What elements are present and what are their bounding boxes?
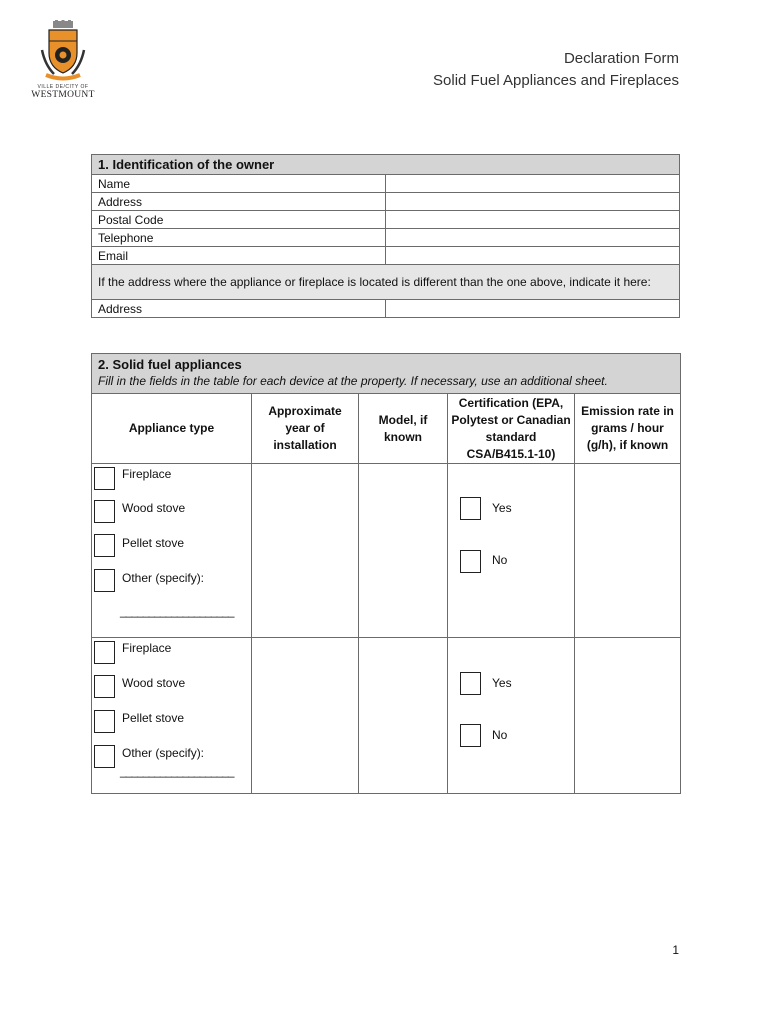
alt-address-label: Address (92, 300, 386, 318)
fireplace-label: Fireplace (122, 641, 172, 655)
fireplace-label: Fireplace (122, 467, 172, 481)
fireplace-checkbox[interactable] (94, 467, 115, 490)
solid-fuel-appliances-table (91, 353, 681, 794)
model-field[interactable] (359, 464, 448, 638)
section2-header (92, 354, 681, 394)
wood-stove-label: Wood stove (122, 501, 186, 515)
col-year-installation: Approximate year of installation (252, 394, 359, 464)
appliance-type-cell (92, 638, 252, 794)
other-checkbox[interactable] (94, 569, 115, 592)
email-label: Email (92, 247, 386, 265)
document-subtitle: Solid Fuel Appliances and Fireplaces (433, 72, 679, 89)
certification-yes-checkbox[interactable] (460, 497, 481, 520)
certification-no-label: No (492, 553, 508, 567)
section2-instruction: Fill in the fields in the table for each device at the property. If necessary, use an additional sheet. (98, 374, 608, 388)
certification-no-checkbox[interactable] (460, 724, 481, 747)
address-label: Address (92, 193, 386, 211)
col-appliance-type: Appliance type (92, 394, 252, 464)
name-label: Name (92, 175, 386, 193)
alternate-address-note: If the address where the appliance or fireplace is located is different than the one above, indicate it here: (92, 265, 680, 300)
other-checkbox[interactable] (94, 745, 115, 768)
email-field[interactable] (386, 247, 680, 265)
pellet-stove-checkbox[interactable] (94, 710, 115, 733)
logo-line1: VILLE DE/CITY OF (37, 84, 89, 90)
other-specify-line[interactable]: ____________________ (120, 604, 234, 618)
col-certification: Certification (EPA, Polytest or Canadian standard CSA/B415.1-10) (448, 394, 575, 464)
coat-of-arms-icon (40, 20, 86, 82)
emission-rate-field[interactable] (575, 638, 681, 794)
certification-yes-checkbox[interactable] (460, 672, 481, 695)
telephone-label: Telephone (92, 229, 386, 247)
pellet-stove-label: Pellet stove (122, 711, 185, 725)
postal-code-label: Postal Code (92, 211, 386, 229)
telephone-field[interactable] (386, 229, 680, 247)
certification-cell (448, 638, 575, 794)
postal-code-field[interactable] (386, 211, 680, 229)
owner-identification-table (91, 154, 680, 318)
westmount-logo (30, 20, 96, 100)
other-label: Other (specify): (122, 571, 205, 585)
wood-stove-checkbox[interactable] (94, 675, 115, 698)
section1-heading: 1. Identification of the owner (92, 155, 680, 175)
col-emission-rate: Emission rate in grams / hour (g/h), if known (575, 394, 681, 464)
logo-line2: WESTMOUNT (31, 90, 95, 100)
pellet-stove-checkbox[interactable] (94, 534, 115, 557)
other-specify-line[interactable]: ____________________ (120, 764, 234, 778)
document-title: Declaration Form (563, 50, 679, 67)
page-number: 1 (672, 943, 679, 957)
wood-stove-label: Wood stove (122, 676, 186, 690)
emission-rate-field[interactable] (575, 464, 681, 638)
fireplace-checkbox[interactable] (94, 641, 115, 664)
address-field[interactable] (386, 193, 680, 211)
model-field[interactable] (359, 638, 448, 794)
wood-stove-checkbox[interactable] (94, 500, 115, 523)
certification-yes-label: Yes (492, 501, 512, 515)
certification-no-checkbox[interactable] (460, 550, 481, 573)
certification-no-label: No (492, 728, 508, 742)
certification-cell (448, 464, 575, 638)
year-installation-field[interactable] (252, 638, 359, 794)
alt-address-field[interactable] (386, 300, 680, 318)
col-model: Model, if known (359, 394, 448, 464)
name-field[interactable] (386, 175, 680, 193)
section2-heading: 2. Solid fuel appliances (98, 357, 242, 372)
appliance-type-cell (92, 464, 252, 638)
other-label: Other (specify): (122, 746, 205, 760)
document-title-block (433, 48, 679, 92)
certification-yes-label: Yes (492, 676, 512, 690)
year-installation-field[interactable] (252, 464, 359, 638)
pellet-stove-label: Pellet stove (122, 536, 185, 550)
